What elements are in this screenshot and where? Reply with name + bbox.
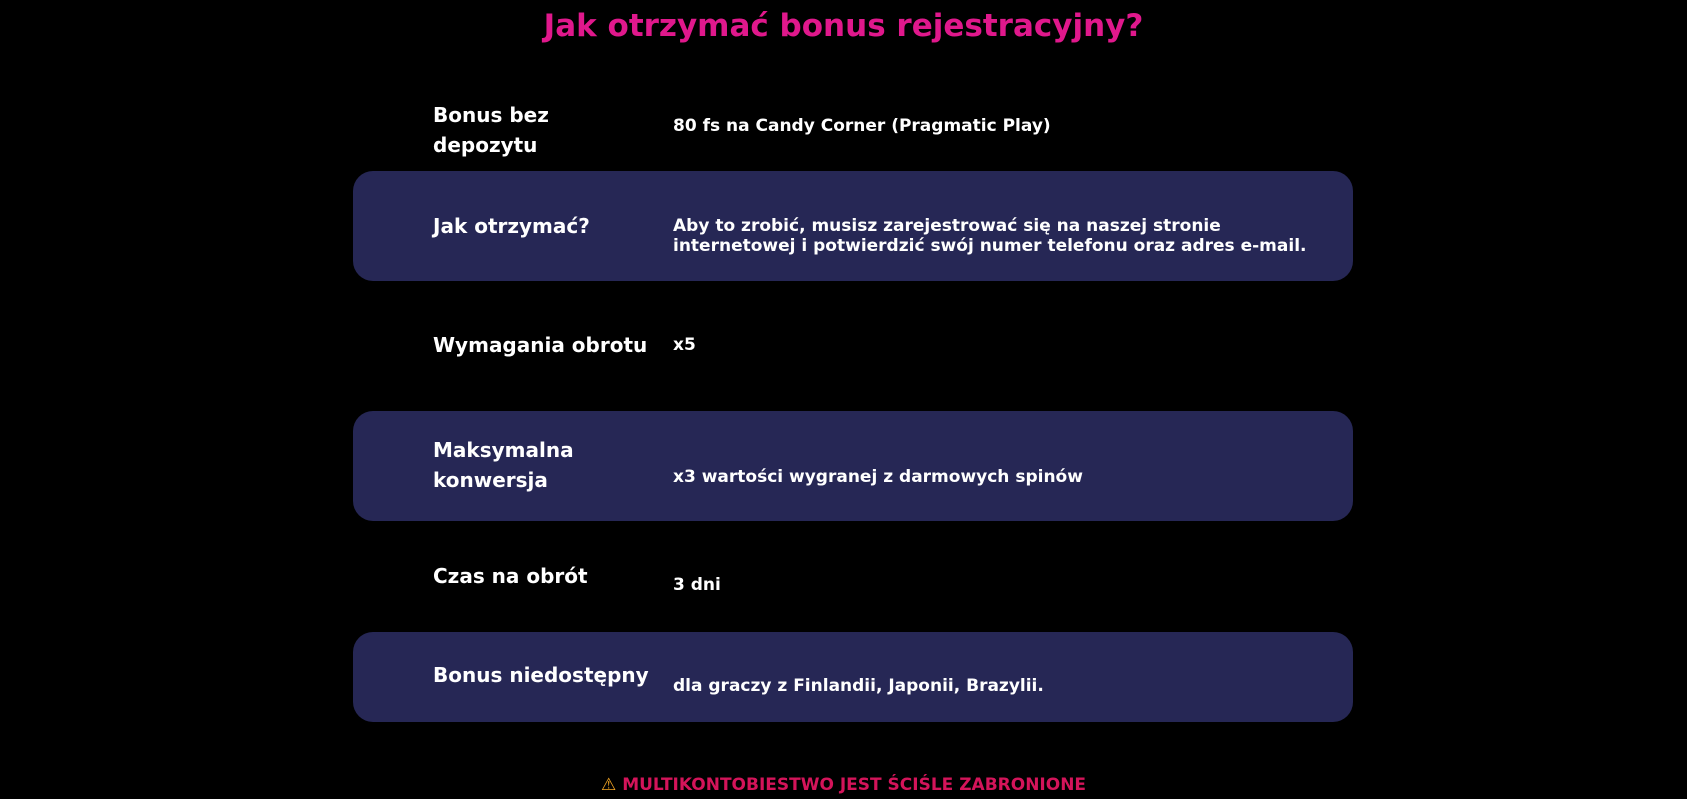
bonus-row-no-deposit — [353, 92, 1353, 162]
row-label: Czas na obrót — [433, 564, 588, 588]
row-label: Bonus bez depozytu — [433, 103, 549, 157]
bonus-row-wagering-time — [353, 552, 1353, 622]
row-label: Maksymalna konwersja — [433, 438, 574, 492]
row-value: 3 dni — [673, 575, 721, 595]
bonus-row-wagering — [353, 322, 1353, 382]
page-title: Jak otrzymać bonus rejestracyjny? — [543, 8, 1144, 44]
warning-triangle-icon: ⚠ — [600, 775, 617, 795]
bonus-row-max-conversion — [353, 411, 1353, 521]
row-value: x3 wartości wygranej z darmowych spinów — [673, 467, 1083, 487]
warning-text: MULTIKONTOBIESTWO JEST ŚCIŚLE ZABRONIONE — [622, 775, 1087, 795]
row-label: Bonus niedostępny — [433, 663, 649, 687]
bonus-row-unavailable — [353, 632, 1353, 722]
bonus-row-how-to-get — [353, 171, 1353, 281]
row-value: x5 — [673, 335, 696, 355]
row-value: Aby to zrobić, musisz zarejestrować się na naszej stronie internetowej i potwierdzić swój numer telefonu oraz adres e-mail. — [673, 216, 1307, 256]
row-value: 80 fs na Candy Corner (Pragmatic Play) — [673, 116, 1051, 136]
row-label: Jak otrzymać? — [433, 214, 590, 238]
row-label: Wymagania obrotu — [433, 333, 648, 357]
multi-account-warning — [0, 775, 1687, 795]
row-value: dla graczy z Finlandii, Japonii, Brazylii. — [673, 676, 1044, 696]
